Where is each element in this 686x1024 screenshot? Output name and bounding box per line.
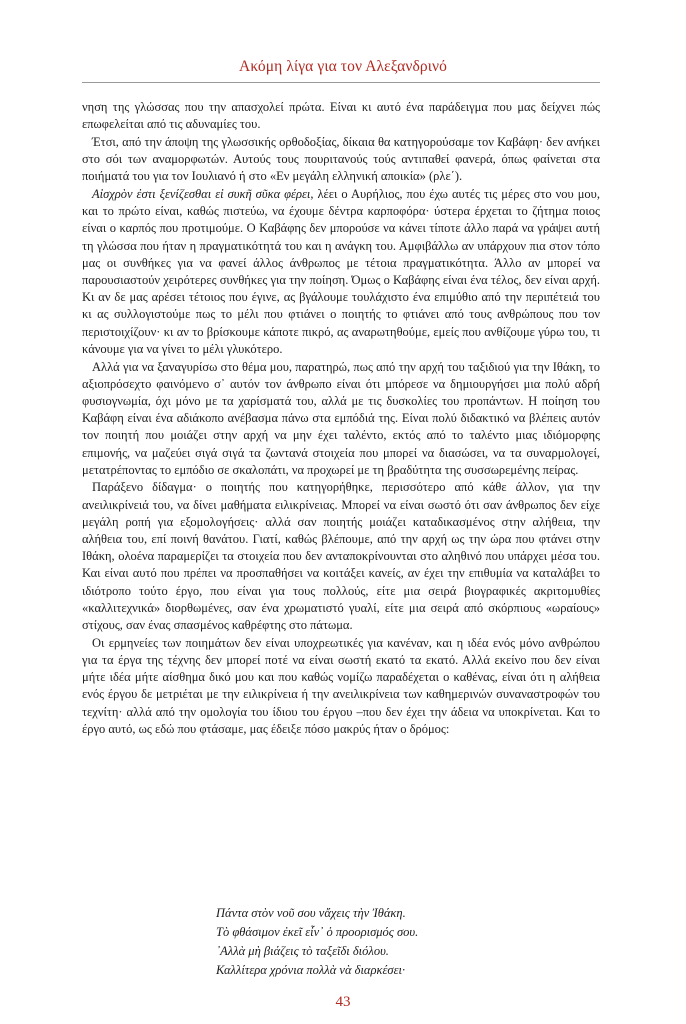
paragraph (82, 359, 600, 479)
paragraph (82, 635, 600, 738)
paragraph (82, 99, 600, 133)
poem-line: Πάντα στὸν νοῦ σου νἄχεις τὴν Ἰθάκη. (216, 906, 406, 920)
poem-line: Τὸ φθάσιμον ἐκεῖ εἶν᾽ ὁ προορισμός σου. (216, 925, 419, 939)
poem-line: Καλλίτερα χρόνια πολλὰ νὰ διαρκέσει· (216, 963, 406, 977)
paragraph (82, 186, 600, 358)
poem-excerpt (216, 904, 418, 980)
paragraph-text: Έτσι, από την άποψη της γλωσσικής ορθοδοξίας, δίκαια θα κατηγορούσαμε τον Καβάφη· δεν ανήκει στο σόι των αναμορφωτών. Αυτούς τους πουριτανούς τούς αντιπαθεί φανερά, όπως φαίνεται στα ποιήματά του για τον Ιουλιανό ή στο «Εν μεγάλη ελληνική αποικία» (ρλε΄). (82, 134, 600, 184)
body-text (82, 99, 600, 738)
paragraph-text: Παράξενο δίδαγμα· ο ποιητής που κατηγορήθηκε, περισσότερο από κάθε άλλον, για την ανειλικρίνειά του, να δίνει μαθήματα ειλικρίνειας. Μπορεί να είναι σωστό ότι σαν άνθρωπος δεν είχε μεγάλη ροπή για εξομολογήσεις· αλλά σαν ποιητής μοιάζει καταδικασμένος στην αλήθεια, την αλήθεια του, επί ποινή θανάτου. Γιατί, καθώς βλέπουμε, από την αρχή ως την ώρα που φτάνει στην Ιθάκη, ολοένα παραμερίζει τα στοιχεία που δεν ανταποκρίνουνται στο αληθινό που υπάρχει μέσα του. Και είναι αυτό που πρέπει να προσπαθήσει να κοιτάξει κανείς, αν έχει την επιθυμία να καταλάβει το ιδιότροπο τούτο έργο, που είναι για τους πολλούς, είτε μια σειρά βιογραφικές ακριτομυθίες «καλλιτεχνικά» διορθωμένες, σαν ένα χρωματιστό γυαλί, είτε μια σειρά από σκόρπιους «ωραίους» στίχους, σαν ένας σπασμένος καθρέφτης στο πάτωμα. (82, 480, 600, 633)
paragraph-text: Αλλά για να ξαναγυρίσω στο θέμα μου, παρατηρώ, πως από την αρχή του ταξιδιού για την Ιθάκη, το αξιοπρόσεχτο φαινόμενο σ᾽ αυτόν τον άνθρωπο είναι ότι μπόρεσε να δημιουργήσει μια πολύ αδρή φυσιογνωμία, όχι μόνο με τα χαρίσματά του, αλλά με τις δυσκολίες του προπάντων. Η ποίηση του Καβάφη είναι ένα αδιάκοπο ανέβασμα πάνω στα εμπόδιά της. Είναι πολύ διδακτικό να βλέπεις αυτόν τον ποιητή που μοιάζει στην αρχή να μην έχει ταλέντο, εκτός από το ταλέντο μιας ιδιόμορφης επιμονής, να μαζεύει σιγά σιγά τα ζωντανά στοιχεία που μπορεί να διασώσει, να τα συναρμολογεί, μετατρέποντας το εμπόδιο σε σκαλοπάτι, να προχωρεί με τη βραδύτητα της συσσωρεμένης πείρας. (82, 359, 600, 477)
running-header-title: Ακόμη λίγα για τον Αλεξανδρινό (239, 58, 447, 75)
paragraph-text: νηση της γλώσσας που την απασχολεί πρώτα. Είναι κι αυτό ένα παράδειγμα που μας δείχνει πώς επωφελείται από τις αδυναμίες του. (82, 100, 600, 132)
poem-line: ᾽Αλλὰ μὴ βιάζεις τὸ ταξεῖδι διόλου. (216, 944, 389, 958)
paragraph-text: , λέει ο Αυρήλιος, που έχω αυτές τις μέρες στο νου μου, και το πρώτο είναι, καθώς πιστεύω, να έχουμε δέντρα καρποφόρα· ύστερα έρχεται το ζήτημα ποιος είναι ο καρπός που προτιμούμε. Ο Καβάφης δεν μπορούσε να κάνει τίποτε άλλο παρά να γράψει αυτή τη γλώσσα που ήταν η πραγματικότητά του και η ανάγκη του. Αμφιβάλλω αν υπάρχουν πια στον τόπο μας οι συνθήκες για να φανεί άλλος άνθρωπος με τέτοια πραγματικότητα. Άλλο αν μπορεί να παρουσιαστούν χειρότερες συνθήκες για την ποίηση. Όμως ο Καβάφης είναι ένα τέλος, δεν είναι αρχή. Κι αν δε μας αρέσει τέτοιος που έγινε, ας βγάλουμε τουλάχιστο ένα επιμύθιο από την περιπέτειά του κι ας συλλογιστούμε πως το μέλι που φτιάνει ο ποιητής το φτιάνει από τους ανθρώπους που τον περιστοιχίζουν· κι αν το βρίσκουμε κάποτε πικρό, ας αναρωτηθούμε, εμείς που ανθίζουμε γύρω του, τι κάνουμε για να γίνει το μέλι γλυκότερο. (82, 187, 600, 356)
page-number: 43 (335, 994, 351, 1010)
paragraph-text: Οι ερμηνείες των ποιημάτων δεν είναι υποχρεωτικές για κανέναν, και η ιδέα ενός μόνο ανθρώπου για τα έργα της τέχνης δεν μπορεί ποτέ να είναι σωστή εκατό τα εκατό. Αλλά εκείνο που δεν είναι μήτε ιδέα μήτε αίσθημα δικό μου και που καθώς νομίζω παραδέχεται ο καθένας, είναι ότι η αλήθεια ενός έργου δε μετριέται με την ειλικρίνεια ή την ανειλικρίνεια των καθημερινών συναναστροφών του τεχνίτη· αλλά από την ομολογία του ίδιου του έργου –που δεν έχει την άδεια να υποκρίνεται. Και το έργο αυτό, ως εδώ που φτάσαμε, μας έδειξε πόσο μακρύς ήταν ο δρόμος: (82, 635, 600, 736)
paragraph (82, 134, 600, 186)
italic-quote: Αἰσχρὸν ἐστι ξενίζεσθαι εἰ συκῆ σῦκα φέρει (92, 187, 311, 202)
header-divider (82, 82, 600, 83)
paragraph (82, 479, 600, 634)
